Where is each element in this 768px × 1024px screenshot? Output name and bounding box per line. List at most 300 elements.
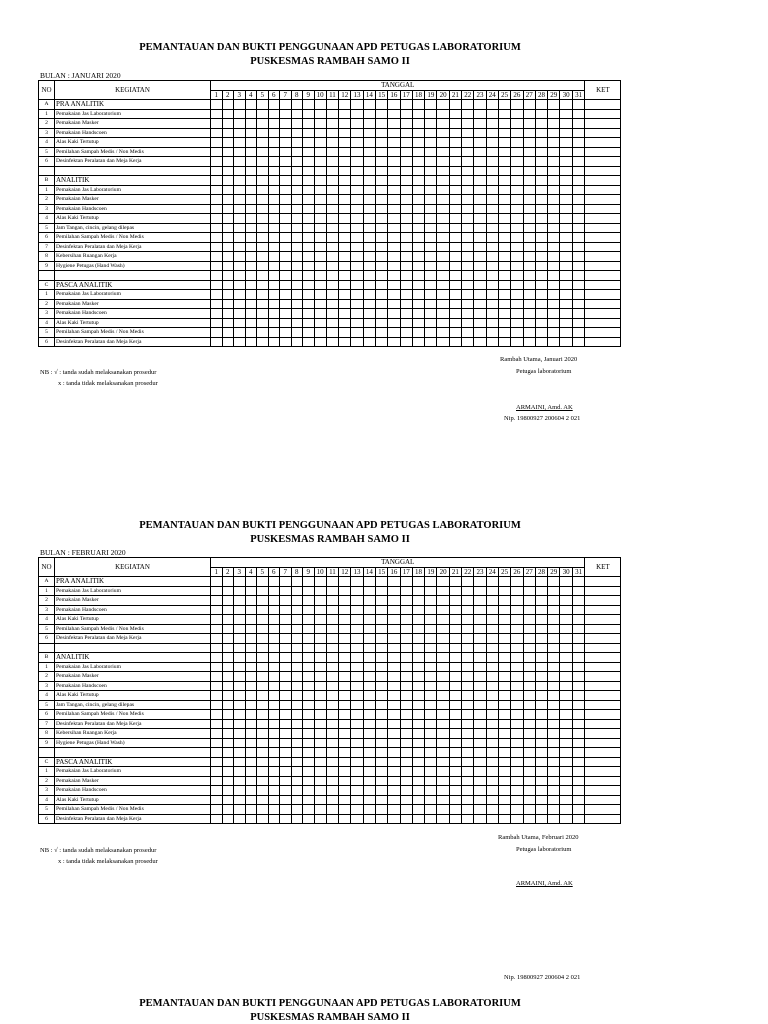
- day-cell: [257, 767, 269, 777]
- day-cell: [211, 100, 223, 110]
- day-cell: [280, 615, 292, 625]
- row-kegiatan: Hygiene Petugas (Hand Wash): [55, 261, 211, 271]
- ket-cell: [585, 280, 621, 290]
- day-cell: [211, 596, 223, 606]
- day-cell: [245, 119, 257, 129]
- sheet1-monitoring-table: [38, 80, 621, 347]
- day-number: 26: [511, 90, 523, 100]
- day-cell: [400, 204, 412, 214]
- day-cell: [425, 318, 437, 328]
- day-cell: [560, 596, 572, 606]
- day-cell: [560, 100, 572, 110]
- day-cell: [425, 776, 437, 786]
- day-cell: [511, 299, 523, 309]
- day-cell: [474, 577, 486, 587]
- day-cell: [498, 195, 510, 205]
- day-cell: [437, 805, 449, 815]
- day-cell: [400, 109, 412, 119]
- day-cell: [222, 242, 234, 252]
- day-cell: [425, 624, 437, 634]
- day-cell: [400, 157, 412, 167]
- ket-cell: [585, 624, 621, 634]
- day-cell: [474, 624, 486, 634]
- day-cell: [548, 299, 560, 309]
- day-number: 23: [474, 567, 486, 577]
- row-kegiatan: Pemakaian Handscoen: [55, 309, 211, 319]
- day-cell: [280, 672, 292, 682]
- day-number: 13: [351, 567, 363, 577]
- day-cell: [449, 776, 461, 786]
- day-cell: [388, 119, 400, 129]
- day-cell: [572, 681, 585, 691]
- day-cell: [462, 719, 474, 729]
- day-cell: [375, 653, 387, 663]
- row-no: B: [39, 653, 55, 663]
- day-cell: [326, 100, 338, 110]
- day-cell: [303, 814, 315, 824]
- day-cell: [375, 729, 387, 739]
- day-cell: [363, 643, 375, 653]
- day-cell: [548, 195, 560, 205]
- day-cell: [268, 176, 280, 186]
- day-cell: [375, 176, 387, 186]
- day-cell: [437, 100, 449, 110]
- day-cell: [437, 814, 449, 824]
- day-cell: [326, 672, 338, 682]
- day-cell: [257, 309, 269, 319]
- day-cell: [474, 185, 486, 195]
- day-cell: [280, 681, 292, 691]
- day-cell: [268, 109, 280, 119]
- day-cell: [326, 577, 338, 587]
- day-cell: [474, 748, 486, 758]
- day-cell: [375, 805, 387, 815]
- day-cell: [486, 814, 498, 824]
- day-number: 12: [339, 90, 351, 100]
- day-cell: [388, 719, 400, 729]
- day-cell: [523, 252, 535, 262]
- header-kegiatan: KEGIATAN: [55, 81, 211, 100]
- day-cell: [234, 596, 246, 606]
- day-cell: [303, 615, 315, 625]
- day-cell: [291, 719, 303, 729]
- day-cell: [280, 261, 292, 271]
- day-cell: [535, 157, 547, 167]
- table-row: [39, 776, 621, 786]
- row-kegiatan: ANALITIK: [55, 176, 211, 186]
- day-cell: [523, 176, 535, 186]
- day-cell: [339, 662, 351, 672]
- day-number: 11: [326, 567, 338, 577]
- day-cell: [560, 757, 572, 767]
- day-cell: [280, 710, 292, 720]
- day-cell: [486, 337, 498, 347]
- day-cell: [222, 776, 234, 786]
- day-cell: [412, 100, 424, 110]
- day-cell: [474, 634, 486, 644]
- day-cell: [572, 290, 585, 300]
- section-row: [39, 176, 621, 186]
- day-cell: [412, 204, 424, 214]
- day-cell: [412, 280, 424, 290]
- day-cell: [535, 299, 547, 309]
- day-cell: [437, 147, 449, 157]
- day-cell: [351, 309, 363, 319]
- day-cell: [437, 681, 449, 691]
- day-cell: [291, 729, 303, 739]
- row-no: 6: [39, 233, 55, 243]
- day-cell: [291, 805, 303, 815]
- day-cell: [498, 805, 510, 815]
- row-kegiatan: Alas Kaki Tertutup: [55, 795, 211, 805]
- day-cell: [462, 729, 474, 739]
- row-kegiatan: Alas Kaki Tertutup: [55, 138, 211, 148]
- row-kegiatan: Pemilahan Sampah Medis / Non Medis: [55, 147, 211, 157]
- day-cell: [474, 252, 486, 262]
- day-cell: [511, 109, 523, 119]
- row-kegiatan: ANALITIK: [55, 653, 211, 663]
- day-cell: [339, 176, 351, 186]
- day-cell: [375, 337, 387, 347]
- row-no: 4: [39, 795, 55, 805]
- row-kegiatan: Alas Kaki Tertutup: [55, 214, 211, 224]
- day-cell: [351, 672, 363, 682]
- day-cell: [535, 119, 547, 129]
- day-cell: [400, 337, 412, 347]
- day-cell: [257, 176, 269, 186]
- day-cell: [425, 605, 437, 615]
- day-cell: [268, 681, 280, 691]
- day-cell: [474, 786, 486, 796]
- day-cell: [257, 586, 269, 596]
- day-cell: [412, 805, 424, 815]
- day-cell: [257, 109, 269, 119]
- day-cell: [548, 309, 560, 319]
- day-cell: [388, 748, 400, 758]
- day-cell: [280, 577, 292, 587]
- day-cell: [523, 157, 535, 167]
- day-cell: [388, 185, 400, 195]
- day-cell: [486, 109, 498, 119]
- day-cell: [268, 242, 280, 252]
- day-cell: [388, 223, 400, 233]
- day-cell: [326, 223, 338, 233]
- day-cell: [375, 309, 387, 319]
- day-cell: [486, 119, 498, 129]
- day-cell: [535, 624, 547, 634]
- day-cell: [449, 653, 461, 663]
- day-cell: [222, 214, 234, 224]
- day-cell: [498, 119, 510, 129]
- day-cell: [303, 605, 315, 615]
- day-cell: [572, 738, 585, 748]
- day-cell: [280, 596, 292, 606]
- day-cell: [400, 223, 412, 233]
- day-cell: [303, 767, 315, 777]
- day-cell: [268, 166, 280, 176]
- day-cell: [363, 242, 375, 252]
- day-cell: [535, 204, 547, 214]
- day-cell: [412, 176, 424, 186]
- day-cell: [234, 233, 246, 243]
- day-cell: [326, 805, 338, 815]
- day-cell: [486, 719, 498, 729]
- day-cell: [257, 681, 269, 691]
- day-cell: [339, 271, 351, 281]
- day-cell: [280, 128, 292, 138]
- table-row: [39, 195, 621, 205]
- day-cell: [326, 185, 338, 195]
- day-cell: [245, 214, 257, 224]
- day-cell: [474, 204, 486, 214]
- day-cell: [462, 157, 474, 167]
- day-cell: [400, 195, 412, 205]
- day-cell: [326, 128, 338, 138]
- day-cell: [572, 233, 585, 243]
- day-cell: [474, 128, 486, 138]
- day-cell: [437, 328, 449, 338]
- day-cell: [222, 166, 234, 176]
- day-cell: [535, 814, 547, 824]
- day-cell: [303, 185, 315, 195]
- day-cell: [425, 271, 437, 281]
- day-number: 25: [498, 567, 510, 577]
- day-cell: [437, 738, 449, 748]
- day-cell: [474, 691, 486, 701]
- day-cell: [449, 729, 461, 739]
- day-cell: [412, 328, 424, 338]
- day-cell: [339, 204, 351, 214]
- day-cell: [425, 204, 437, 214]
- day-cell: [326, 271, 338, 281]
- day-cell: [351, 710, 363, 720]
- day-cell: [535, 757, 547, 767]
- day-cell: [222, 185, 234, 195]
- day-cell: [400, 672, 412, 682]
- day-cell: [268, 795, 280, 805]
- day-cell: [303, 176, 315, 186]
- day-cell: [462, 195, 474, 205]
- day-cell: [449, 309, 461, 319]
- day-cell: [511, 223, 523, 233]
- day-number: 18: [412, 567, 424, 577]
- day-number: 1: [211, 90, 223, 100]
- day-cell: [437, 242, 449, 252]
- day-cell: [498, 577, 510, 587]
- day-cell: [339, 280, 351, 290]
- day-cell: [535, 337, 547, 347]
- day-cell: [234, 252, 246, 262]
- day-cell: [303, 309, 315, 319]
- row-no: 3: [39, 605, 55, 615]
- day-number: 14: [363, 90, 375, 100]
- day-cell: [375, 615, 387, 625]
- day-cell: [257, 337, 269, 347]
- day-cell: [303, 195, 315, 205]
- day-cell: [280, 776, 292, 786]
- day-cell: [326, 214, 338, 224]
- day-cell: [351, 805, 363, 815]
- day-cell: [560, 290, 572, 300]
- day-cell: [211, 109, 223, 119]
- day-cell: [548, 233, 560, 243]
- day-cell: [412, 596, 424, 606]
- day-cell: [268, 233, 280, 243]
- day-cell: [498, 786, 510, 796]
- day-cell: [523, 271, 535, 281]
- day-cell: [257, 805, 269, 815]
- day-cell: [222, 805, 234, 815]
- day-cell: [388, 729, 400, 739]
- day-cell: [437, 700, 449, 710]
- sheet2-monitoring-table: [38, 557, 621, 824]
- day-cell: [245, 691, 257, 701]
- table-row: [39, 261, 621, 271]
- day-cell: [449, 624, 461, 634]
- day-cell: [548, 147, 560, 157]
- day-cell: [462, 166, 474, 176]
- day-cell: [234, 776, 246, 786]
- day-cell: [375, 195, 387, 205]
- day-cell: [437, 719, 449, 729]
- ket-cell: [585, 710, 621, 720]
- day-cell: [222, 100, 234, 110]
- day-cell: [498, 634, 510, 644]
- day-cell: [388, 577, 400, 587]
- ket-cell: [585, 109, 621, 119]
- day-cell: [486, 280, 498, 290]
- day-number: 11: [326, 90, 338, 100]
- day-cell: [234, 299, 246, 309]
- day-cell: [280, 624, 292, 634]
- day-cell: [486, 204, 498, 214]
- day-cell: [211, 586, 223, 596]
- day-cell: [291, 767, 303, 777]
- day-cell: [234, 634, 246, 644]
- row-kegiatan: Pemilahan Sampah Medis / Non Medis: [55, 328, 211, 338]
- day-cell: [280, 109, 292, 119]
- day-cell: [257, 100, 269, 110]
- day-cell: [412, 767, 424, 777]
- day-cell: [425, 214, 437, 224]
- day-cell: [523, 700, 535, 710]
- day-cell: [498, 166, 510, 176]
- day-cell: [425, 233, 437, 243]
- day-cell: [388, 176, 400, 186]
- day-cell: [280, 271, 292, 281]
- day-cell: [511, 729, 523, 739]
- day-cell: [268, 691, 280, 701]
- day-cell: [511, 147, 523, 157]
- day-cell: [437, 204, 449, 214]
- day-cell: [425, 185, 437, 195]
- day-cell: [523, 681, 535, 691]
- day-cell: [257, 738, 269, 748]
- day-cell: [339, 577, 351, 587]
- day-number: 9: [303, 90, 315, 100]
- ket-cell: [585, 795, 621, 805]
- day-cell: [291, 261, 303, 271]
- day-cell: [486, 691, 498, 701]
- row-kegiatan: Alas Kaki Tertutup: [55, 615, 211, 625]
- day-cell: [486, 786, 498, 796]
- day-cell: [560, 337, 572, 347]
- day-cell: [400, 643, 412, 653]
- day-cell: [412, 577, 424, 587]
- day-cell: [535, 605, 547, 615]
- day-cell: [314, 776, 326, 786]
- note-checkmark: NB : √ : tanda sudah melaksanakan prosedur: [40, 369, 157, 376]
- row-kegiatan: Kebersihan Ruangan Kerja: [55, 252, 211, 262]
- day-cell: [268, 195, 280, 205]
- day-cell: [548, 596, 560, 606]
- day-cell: [474, 605, 486, 615]
- day-cell: [326, 318, 338, 328]
- table-row: [39, 596, 621, 606]
- day-cell: [351, 643, 363, 653]
- day-cell: [425, 643, 437, 653]
- day-cell: [351, 729, 363, 739]
- day-cell: [303, 299, 315, 309]
- day-cell: [375, 100, 387, 110]
- day-cell: [351, 624, 363, 634]
- ket-cell: [585, 138, 621, 148]
- day-cell: [280, 328, 292, 338]
- table-row: [39, 719, 621, 729]
- day-cell: [449, 261, 461, 271]
- day-cell: [303, 223, 315, 233]
- day-cell: [548, 214, 560, 224]
- ket-cell: [585, 586, 621, 596]
- day-cell: [339, 672, 351, 682]
- table-row: [39, 738, 621, 748]
- day-cell: [314, 299, 326, 309]
- header-ket: KET: [585, 81, 621, 100]
- day-cell: [303, 805, 315, 815]
- table-row: [39, 328, 621, 338]
- day-cell: [437, 119, 449, 129]
- day-cell: [211, 634, 223, 644]
- day-cell: [291, 748, 303, 758]
- day-cell: [222, 233, 234, 243]
- day-cell: [560, 805, 572, 815]
- day-cell: [511, 252, 523, 262]
- day-cell: [511, 271, 523, 281]
- day-cell: [351, 185, 363, 195]
- day-cell: [486, 757, 498, 767]
- day-cell: [211, 176, 223, 186]
- day-cell: [388, 586, 400, 596]
- day-cell: [400, 605, 412, 615]
- day-cell: [280, 166, 292, 176]
- day-cell: [400, 719, 412, 729]
- day-cell: [412, 271, 424, 281]
- day-cell: [234, 138, 246, 148]
- day-cell: [326, 596, 338, 606]
- day-number: 8: [291, 567, 303, 577]
- day-cell: [462, 643, 474, 653]
- day-cell: [222, 710, 234, 720]
- day-cell: [498, 290, 510, 300]
- day-cell: [535, 767, 547, 777]
- day-cell: [363, 596, 375, 606]
- day-cell: [498, 757, 510, 767]
- day-cell: [351, 337, 363, 347]
- row-kegiatan: Pemakaian Handscoen: [55, 128, 211, 138]
- day-cell: [560, 328, 572, 338]
- day-cell: [474, 318, 486, 328]
- day-cell: [257, 280, 269, 290]
